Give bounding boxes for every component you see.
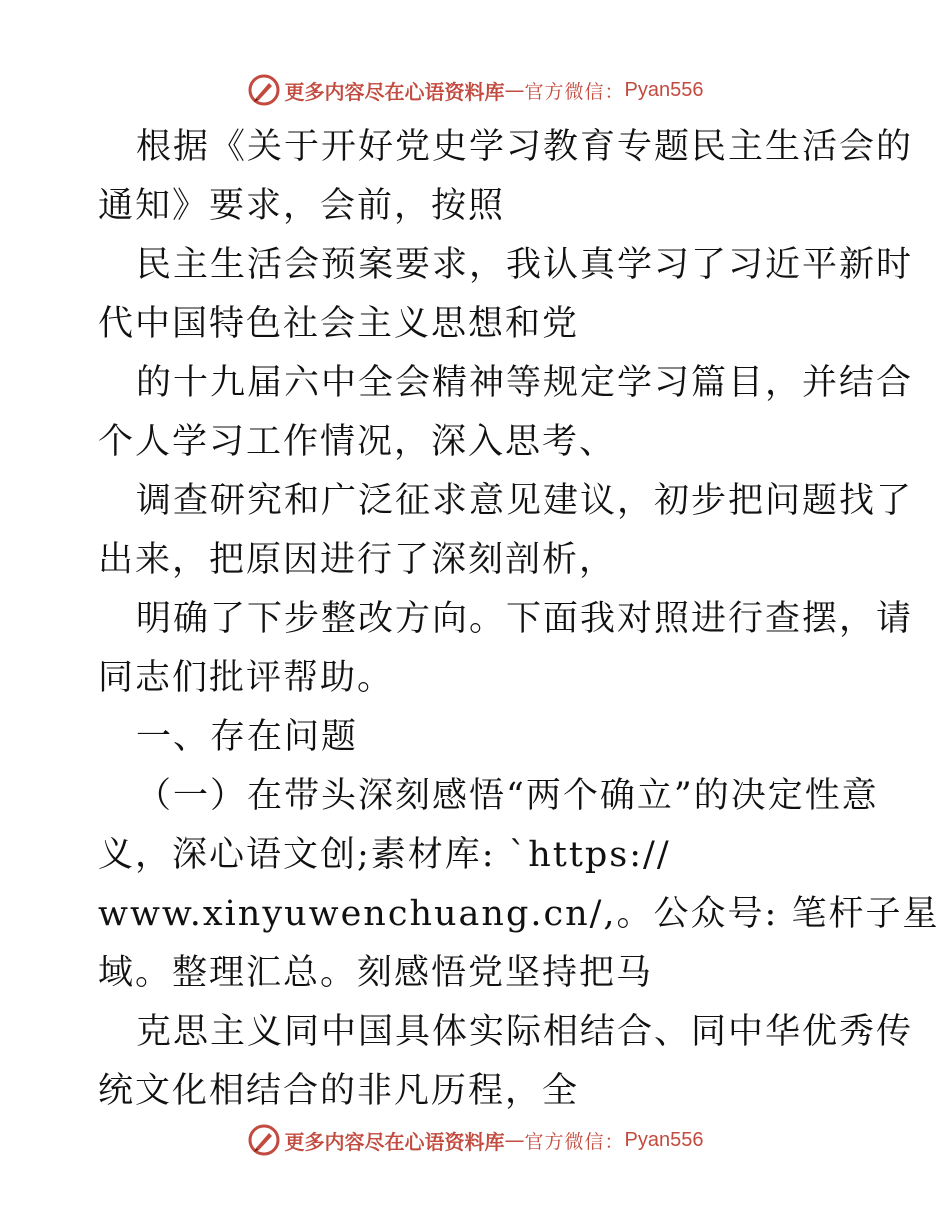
pen-logo-icon (247, 1123, 281, 1157)
body-line: 统文化相结合的非凡历程，全 (98, 1071, 580, 1111)
body-line: 根据《关于开好党史学习教育专题民主生活会的 (136, 127, 914, 167)
body-line: www.xinyuwenchuang.cn/,。公众号: 笔杆子星 (98, 894, 940, 934)
body-line: 调查研究和广泛征求意见建议，初步把问题找了 (136, 481, 914, 521)
body-line: 克思主义同中国具体实际相结合、同中华优秀传 (136, 1012, 914, 1052)
banner-brand: 更多内容尽在心语资料库 (284, 79, 505, 104)
banner-separator: — (504, 78, 525, 102)
header-banner (0, 70, 950, 110)
pen-logo-icon (247, 73, 281, 107)
body-line: 民主生活会预案要求，我认真学习了习近平新时 (136, 245, 914, 285)
banner-handle: Pyan556 (624, 78, 704, 101)
body-line: 个人学习工作情况，深入思考、 (98, 422, 617, 462)
banner-label: 官方微信： (524, 1130, 625, 1153)
banner-label: 官方微信： (524, 80, 625, 103)
body-line: （一）在带头深刻感悟“两个确立”的决定性意 (136, 776, 879, 816)
body-line: 明确了下步整改方向。下面我对照进行查摆，请 (136, 599, 914, 639)
body-line: 义，深心语文创;素材库: `https:// (98, 835, 671, 875)
body-line: 的十九届六中全会精神等规定学习篇目，并结合 (136, 363, 914, 403)
section-heading: 一、存在问题 (136, 717, 359, 757)
banner-handle: Pyan556 (624, 1128, 704, 1151)
banner-separator: — (504, 1128, 525, 1152)
body-line: 通知》要求，会前，按照 (98, 186, 506, 226)
body-line: 出来，把原因进行了深刻剖析， (98, 540, 617, 580)
banner-brand: 更多内容尽在心语资料库 (284, 1129, 505, 1154)
body-line: 域。整理汇总。刻感悟党坚持把马 (98, 953, 654, 993)
body-line: 同志们批评帮助。 (98, 658, 395, 698)
footer-banner (0, 1120, 950, 1160)
body-line: 代中国特色社会主义思想和党 (98, 304, 580, 344)
document-body (98, 118, 940, 1121)
